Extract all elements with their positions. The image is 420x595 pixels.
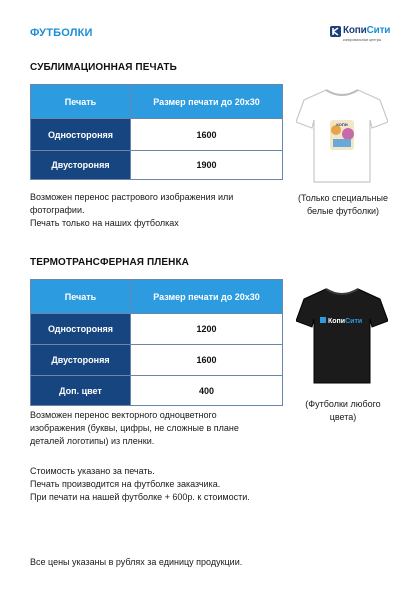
thermotransfer-price-table <box>30 279 283 406</box>
table-header-row <box>31 85 283 119</box>
row-price: 400 <box>131 376 283 406</box>
table-row <box>31 151 283 180</box>
table-header-row <box>31 280 283 314</box>
row-label: Доп. цвет <box>31 376 131 406</box>
kopisiti-logo <box>330 23 392 47</box>
white-tshirt-image <box>296 84 388 184</box>
sublimation-caption: (Только специальные белые футболки) <box>297 193 389 216</box>
svg-text:КОПИ: КОПИ <box>336 122 348 127</box>
table-row <box>31 314 283 345</box>
logo-name: КопиСити <box>343 25 391 36</box>
row-label: Одностороняя <box>31 314 131 345</box>
table-row <box>31 376 283 406</box>
footer-note: Все цены указаны в рублях за единицу продукции. <box>30 557 243 567</box>
table-header-cell: Размер печати до 20х30 <box>131 280 283 314</box>
sublimation-title: СУБЛИМАЦИОННАЯ ПЕЧАТЬ <box>30 62 177 73</box>
shirt-logo-text: КопиСити <box>328 318 363 325</box>
logo-tagline: копировальные центры <box>343 38 382 42</box>
table-header-cell: Печать <box>31 85 131 119</box>
table-header-cell: Размер печати до 20х30 <box>131 85 283 119</box>
page-title: ФУТБОЛКИ <box>30 27 93 39</box>
row-price: 1600 <box>131 119 283 151</box>
row-price: 1600 <box>131 345 283 376</box>
thermotransfer-notes: Возможен перенос векторного одноцветного изображения (буквы, цифры, не сложные в плане деталей логотипы) из пленки. <box>30 410 239 446</box>
thermotransfer-title: ТЕРМОТРАНСФЕРНАЯ ПЛЕНКА <box>30 257 189 268</box>
row-price: 1200 <box>131 314 283 345</box>
thermotransfer-caption: (Футболки любого цвета) <box>305 399 381 422</box>
row-price: 1900 <box>131 151 283 180</box>
table-header-cell: Печать <box>31 280 131 314</box>
sublimation-price-table <box>30 84 283 180</box>
logo-mark-icon <box>330 26 341 37</box>
thermotransfer-notes-2: Стоимость указано за печать. Печать производится на футболке заказчика. При печати на нашей футболке + 600р. к стоимости. <box>30 466 250 502</box>
row-label: Двустороняя <box>31 345 131 376</box>
table-row <box>31 345 283 376</box>
row-label: Двустороняя <box>31 151 131 180</box>
sublimation-notes: Возможен перенос растрового изображения или фотографии. Печать только на наших футболках <box>30 192 234 228</box>
table-row <box>31 119 283 151</box>
row-label: Одностороняя <box>31 119 131 151</box>
black-tshirt-image <box>296 283 388 385</box>
